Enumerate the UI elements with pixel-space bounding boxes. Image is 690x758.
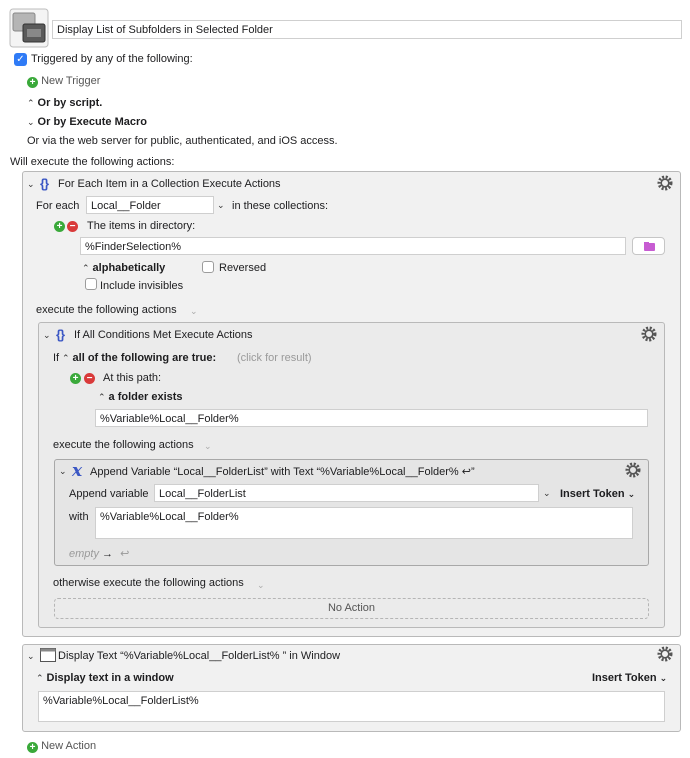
no-action-label: No Action bbox=[327, 602, 376, 614]
empty-label: empty bbox=[69, 548, 99, 560]
include-invisibles-checkbox[interactable] bbox=[85, 278, 97, 290]
for-each-curly-icon: {} bbox=[40, 176, 49, 191]
for-each-execute-label: execute the following actions bbox=[36, 304, 177, 316]
sort-order-label: alphabetically bbox=[92, 262, 166, 274]
items-in-directory-label: The items in directory: bbox=[87, 220, 196, 232]
append-variable-label: Append variable bbox=[69, 488, 149, 500]
append-title: Append Variable “Local__FolderList” with Text “%Variable%Local__Folder% ↩” bbox=[90, 466, 475, 478]
macro-icon bbox=[9, 8, 49, 48]
in-collections-label: in these collections: bbox=[232, 200, 328, 212]
gear-icon[interactable] bbox=[625, 462, 641, 478]
if-label: If bbox=[53, 352, 60, 364]
add-icon: + bbox=[27, 742, 38, 753]
match-mode-popup[interactable] bbox=[62, 352, 216, 364]
for-each-title: For Each Item in a Collection Execute Actions bbox=[58, 178, 281, 190]
arrow-right-icon: → bbox=[102, 548, 114, 560]
condition-popup[interactable] bbox=[98, 391, 183, 403]
display-mode-label: Display text in a window bbox=[46, 672, 174, 684]
updown-icon: ⌃ bbox=[27, 98, 35, 108]
reversed-checkbox[interactable] bbox=[202, 261, 214, 273]
or-by-script-row[interactable] bbox=[27, 97, 102, 109]
for-each-label: For each bbox=[36, 200, 80, 212]
new-trigger-label: New Trigger bbox=[41, 75, 101, 87]
insert-token-button[interactable] bbox=[592, 672, 667, 684]
directory-path-field[interactable]: %FinderSelection% bbox=[80, 237, 626, 255]
match-mode-label: all of the following are true: bbox=[72, 352, 217, 364]
if-title: If All Conditions Met Execute Actions bbox=[74, 329, 253, 341]
variable-dropdown-icon[interactable]: ⌄ bbox=[543, 488, 551, 498]
choose-folder-button[interactable] bbox=[632, 237, 665, 255]
chevron-down-icon[interactable]: ⌄ bbox=[190, 306, 198, 316]
updown-icon: ⌃ bbox=[36, 673, 44, 683]
or-by-execute-macro-row[interactable] bbox=[27, 116, 147, 128]
gear-icon[interactable] bbox=[657, 646, 673, 662]
display-mode-popup[interactable] bbox=[36, 672, 174, 684]
sort-order-popup[interactable] bbox=[82, 262, 165, 274]
at-path-label: At this path: bbox=[103, 372, 162, 384]
new-action-button[interactable] bbox=[27, 740, 96, 753]
trigger-label: Triggered by any of the following: bbox=[31, 53, 193, 65]
or-by-execute-macro-label: Or by Execute Macro bbox=[37, 116, 147, 128]
new-trigger-button[interactable] bbox=[27, 75, 100, 88]
or-by-script-label: Or by script. bbox=[37, 97, 103, 109]
add-icon: + bbox=[27, 77, 38, 88]
folder-icon bbox=[633, 238, 666, 256]
return-icon: ↩ bbox=[120, 548, 130, 560]
if-curly-icon: {} bbox=[56, 327, 65, 342]
window-icon bbox=[40, 647, 56, 663]
chevron-down-icon: ⌄ bbox=[627, 489, 636, 499]
gear-icon[interactable] bbox=[641, 326, 657, 342]
append-variable-field[interactable]: Local__FolderList bbox=[154, 484, 539, 502]
otherwise-label: otherwise execute the following actions bbox=[53, 577, 244, 589]
remove-condition-icon[interactable]: − bbox=[84, 373, 95, 384]
for-each-variable-field[interactable]: Local__Folder bbox=[86, 196, 214, 214]
display-title: Display Text “%Variable%Local__FolderList% ” in Window bbox=[58, 650, 341, 662]
chevron-down-icon: ⌄ bbox=[27, 117, 35, 127]
trigger-checkbox[interactable]: ✓ bbox=[14, 53, 27, 66]
add-collection-icon[interactable]: + bbox=[54, 221, 65, 232]
add-condition-icon[interactable]: + bbox=[70, 373, 81, 384]
web-server-note: Or via the web server for public, authenticated, and iOS access. bbox=[27, 135, 338, 147]
macro-title-field[interactable]: Display List of Subfolders in Selected Folder bbox=[52, 20, 682, 39]
collapse-chevron-icon[interactable]: ⌄ bbox=[27, 651, 35, 661]
insert-token-button[interactable] bbox=[560, 488, 635, 500]
with-label: with bbox=[69, 511, 89, 523]
chevron-down-icon[interactable]: ⌄ bbox=[204, 441, 212, 451]
condition-label: a folder exists bbox=[108, 391, 183, 403]
collapse-chevron-icon[interactable]: ⌄ bbox=[43, 330, 51, 340]
updown-icon: ⌃ bbox=[98, 392, 106, 402]
path-value-field[interactable]: %Variable%Local__Folder% bbox=[95, 409, 648, 427]
gear-icon[interactable] bbox=[657, 175, 673, 191]
if-execute-label: execute the following actions bbox=[53, 439, 194, 451]
variable-x-icon: x bbox=[72, 461, 83, 481]
insert-token-label: Insert Token bbox=[560, 488, 625, 500]
will-execute-label: Will execute the following actions: bbox=[10, 156, 175, 168]
updown-icon: ⌃ bbox=[62, 353, 70, 363]
collapse-chevron-icon[interactable]: ⌄ bbox=[27, 179, 35, 189]
no-action-placeholder[interactable] bbox=[54, 598, 649, 619]
include-invisibles-label: Include invisibles bbox=[100, 280, 184, 292]
click-for-result-link[interactable]: (click for result) bbox=[237, 352, 312, 364]
insert-token-label: Insert Token bbox=[592, 672, 657, 684]
variable-dropdown-icon[interactable]: ⌄ bbox=[217, 200, 225, 210]
collapse-chevron-icon[interactable]: ⌄ bbox=[59, 466, 67, 476]
new-action-label: New Action bbox=[41, 740, 97, 752]
updown-icon: ⌃ bbox=[82, 263, 90, 273]
display-text-field[interactable]: %Variable%Local__FolderList% bbox=[38, 691, 665, 722]
reversed-label: Reversed bbox=[219, 262, 267, 274]
remove-collection-icon[interactable]: − bbox=[67, 221, 78, 232]
chevron-down-icon[interactable]: ⌄ bbox=[257, 580, 265, 590]
append-text-field[interactable]: %Variable%Local__Folder% bbox=[95, 507, 633, 539]
chevron-down-icon: ⌄ bbox=[659, 673, 668, 683]
empty-indicator bbox=[69, 547, 129, 560]
